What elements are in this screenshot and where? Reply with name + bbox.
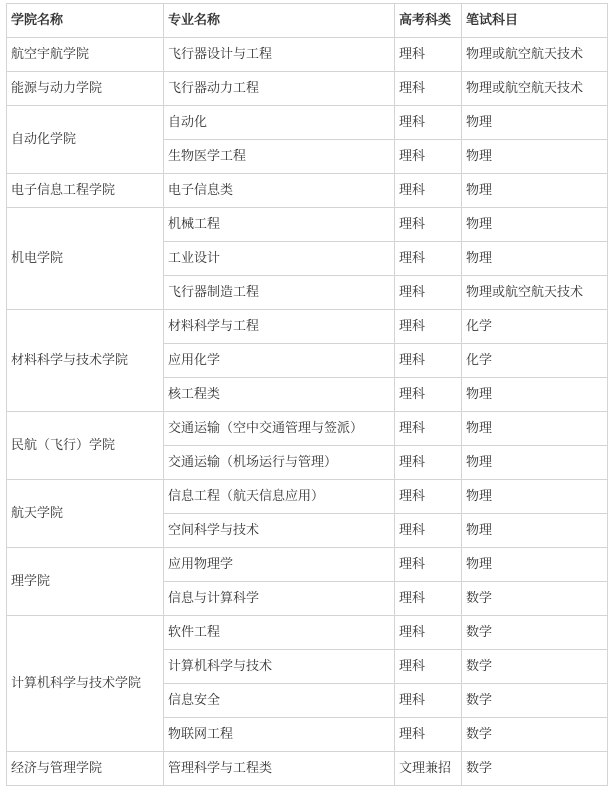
- written-subject-cell: 物理: [462, 140, 608, 174]
- written-subject-cell: 数学: [462, 650, 608, 684]
- major-name-cell: 空间科学与技术: [164, 514, 395, 548]
- written-subject-cell: 数学: [462, 616, 608, 650]
- major-name-cell: 飞行器设计与工程: [164, 38, 395, 72]
- written-subject-cell: 物理: [462, 412, 608, 446]
- written-subject-cell: 物理: [462, 378, 608, 412]
- exam-category-cell: 文理兼招: [395, 752, 462, 786]
- exam-category-cell: 理科: [395, 140, 462, 174]
- table-row: [7, 72, 608, 106]
- written-subject-cell: 物理: [462, 242, 608, 276]
- written-subject-cell: 物理或航空航天技术: [462, 72, 608, 106]
- exam-category-cell: 理科: [395, 276, 462, 310]
- header-exam-category: 高考科类: [395, 4, 462, 38]
- table-row: [7, 310, 608, 344]
- major-name-cell: 核工程类: [164, 378, 395, 412]
- college-name-cell: 民航（飞行）学院: [7, 412, 164, 480]
- table-row: [7, 616, 608, 650]
- major-name-cell: 信息与计算科学: [164, 582, 395, 616]
- major-name-cell: 物联网工程: [164, 718, 395, 752]
- major-name-cell: 机械工程: [164, 208, 395, 242]
- table-row: [7, 38, 608, 72]
- table-header: [7, 4, 608, 38]
- exam-category-cell: 理科: [395, 242, 462, 276]
- college-name-cell: 机电学院: [7, 208, 164, 310]
- exam-category-cell: 理科: [395, 174, 462, 208]
- college-name-cell: 能源与动力学院: [7, 72, 164, 106]
- major-name-cell: 材料科学与工程: [164, 310, 395, 344]
- major-name-cell: 信息工程（航天信息应用）: [164, 480, 395, 514]
- exam-category-cell: 理科: [395, 718, 462, 752]
- exam-category-cell: 理科: [395, 106, 462, 140]
- major-name-cell: 应用化学: [164, 344, 395, 378]
- college-name-cell: 自动化学院: [7, 106, 164, 174]
- written-subject-cell: 物理: [462, 514, 608, 548]
- written-subject-cell: 物理: [462, 480, 608, 514]
- written-subject-cell: 物理或航空航天技术: [462, 276, 608, 310]
- exam-category-cell: 理科: [395, 412, 462, 446]
- exam-category-cell: 理科: [395, 548, 462, 582]
- major-name-cell: 电子信息类: [164, 174, 395, 208]
- exam-category-cell: 理科: [395, 344, 462, 378]
- written-subject-cell: 物理: [462, 106, 608, 140]
- table-row: [7, 174, 608, 208]
- exam-category-cell: 理科: [395, 684, 462, 718]
- college-name-cell: 电子信息工程学院: [7, 174, 164, 208]
- exam-category-cell: 理科: [395, 582, 462, 616]
- major-name-cell: 生物医学工程: [164, 140, 395, 174]
- header-major-name: 专业名称: [164, 4, 395, 38]
- written-subject-cell: 数学: [462, 752, 608, 786]
- major-name-cell: 软件工程: [164, 616, 395, 650]
- major-name-cell: 计算机科学与技术: [164, 650, 395, 684]
- table-row: [7, 412, 608, 446]
- header-written-subject: 笔试科目: [462, 4, 608, 38]
- major-name-cell: 自动化: [164, 106, 395, 140]
- exam-category-cell: 理科: [395, 514, 462, 548]
- college-name-cell: 航空宇航学院: [7, 38, 164, 72]
- header-row: [7, 4, 608, 38]
- written-subject-cell: 物理或航空航天技术: [462, 38, 608, 72]
- written-subject-cell: 化学: [462, 310, 608, 344]
- written-subject-cell: 数学: [462, 582, 608, 616]
- exam-category-cell: 理科: [395, 378, 462, 412]
- written-subject-cell: 数学: [462, 718, 608, 752]
- table-row: [7, 106, 608, 140]
- admissions-table: [6, 3, 608, 786]
- exam-category-cell: 理科: [395, 72, 462, 106]
- major-name-cell: 应用物理学: [164, 548, 395, 582]
- college-name-cell: 计算机科学与技术学院: [7, 616, 164, 752]
- written-subject-cell: 物理: [462, 208, 608, 242]
- table-body: [7, 38, 608, 786]
- college-name-cell: 材料科学与技术学院: [7, 310, 164, 412]
- major-name-cell: 飞行器制造工程: [164, 276, 395, 310]
- college-name-cell: 理学院: [7, 548, 164, 616]
- written-subject-cell: 物理: [462, 174, 608, 208]
- exam-category-cell: 理科: [395, 480, 462, 514]
- exam-category-cell: 理科: [395, 446, 462, 480]
- exam-category-cell: 理科: [395, 208, 462, 242]
- exam-category-cell: 理科: [395, 310, 462, 344]
- written-subject-cell: 数学: [462, 684, 608, 718]
- college-name-cell: 航天学院: [7, 480, 164, 548]
- college-name-cell: 经济与管理学院: [7, 752, 164, 786]
- exam-category-cell: 理科: [395, 38, 462, 72]
- major-name-cell: 交通运输（空中交通管理与签派）: [164, 412, 395, 446]
- major-name-cell: 管理科学与工程类: [164, 752, 395, 786]
- exam-category-cell: 理科: [395, 650, 462, 684]
- table-row: [7, 480, 608, 514]
- written-subject-cell: 化学: [462, 344, 608, 378]
- table-row: [7, 752, 608, 786]
- table-row: [7, 548, 608, 582]
- written-subject-cell: 物理: [462, 446, 608, 480]
- exam-category-cell: 理科: [395, 616, 462, 650]
- table-row: [7, 208, 608, 242]
- header-college-name: 学院名称: [7, 4, 164, 38]
- major-name-cell: 交通运输（机场运行与管理）: [164, 446, 395, 480]
- major-name-cell: 飞行器动力工程: [164, 72, 395, 106]
- major-name-cell: 工业设计: [164, 242, 395, 276]
- written-subject-cell: 物理: [462, 548, 608, 582]
- major-name-cell: 信息安全: [164, 684, 395, 718]
